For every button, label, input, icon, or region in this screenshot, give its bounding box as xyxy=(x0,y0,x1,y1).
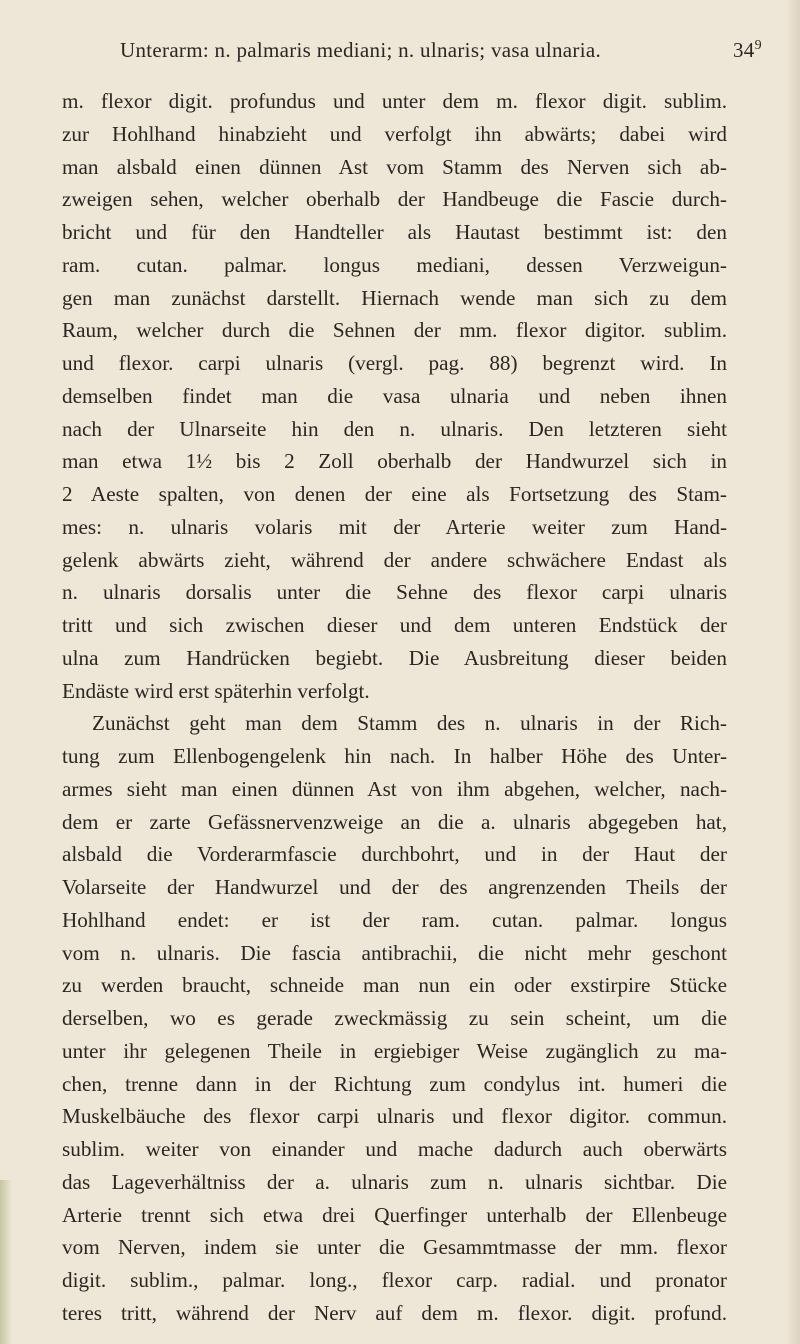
text-line: tritt und sich zwischen dieser und dem unteren Endstück der xyxy=(62,613,727,637)
body-text xyxy=(62,85,727,1330)
text-line: Raum, welcher durch die Sehnen der mm. flexor digitor. sublim. xyxy=(62,318,727,343)
text-line: n. ulnaris dorsalis unter die Sehne des flexor carpi ulnaris xyxy=(62,580,727,605)
text-line: gen man zunächst darstellt. Hiernach wende man sich zu dem xyxy=(62,285,727,310)
text-line: chen, trenne dann in der Richtung zum condylus int. humeri die xyxy=(62,1071,727,1096)
text-line: alsbald die Vorderarmfascie durchbohrt, und in der Haut der xyxy=(62,842,727,867)
text-line: teres tritt, während der Nerv auf dem m. flexor. digit. profund. xyxy=(62,1300,727,1325)
text-line: nach der Ulnarseite hin den n. ulnaris. Den letzteren sieht xyxy=(62,416,727,441)
text-line: demselben findet man die vasa ulnaria und neben ihnen xyxy=(62,383,727,408)
text-line: Volarseite der Handwurzel und der des angrenzenden Theils der xyxy=(62,875,727,899)
text-line: 2 Aeste spalten, von denen der eine als Fortsetzung des Stam- xyxy=(62,482,727,506)
text-line: man etwa 1½ bis 2 Zoll oberhalb der Handwurzel sich in xyxy=(62,449,727,474)
text-line: derselben, wo es gerade zweckmässig zu sein scheint, um die xyxy=(62,1006,727,1030)
text-line: tung zum Ellenbogengelenk hin nach. In halber Höhe des Unter- xyxy=(62,744,727,768)
text-line: vom n. ulnaris. Die fascia antibrachii, die nicht mehr geschont xyxy=(62,940,727,965)
text-line: gelenk abwärts zieht, während der andere schwächere Endast als xyxy=(62,547,727,572)
page-number xyxy=(733,38,762,63)
running-title: Unterarm: n. palmaris mediani; n. ulnaris; vasa ulnaria. xyxy=(120,38,601,62)
text-line: digit. sublim., palmar. long., flexor carp. radial. und pronator xyxy=(62,1268,727,1292)
text-line: Endäste wird erst späterhin verfolgt. xyxy=(62,678,370,703)
text-line: bricht und für den Handteller als Hautast bestimmt ist: den xyxy=(62,220,727,244)
text-line: Zunächst geht man dem Stamm des n. ulnaris in der Rich- xyxy=(92,711,727,736)
text-line: unter ihr gelegenen Theile in ergiebiger Weise zugänglich zu ma- xyxy=(62,1038,727,1063)
text-line: Hohlhand endet: er ist der ram. cutan. palmar. longus xyxy=(62,907,727,932)
text-line: zur Hohlhand hinabzieht und verfolgt ihn abwärts; dabei wird xyxy=(62,121,727,146)
text-line: sublim. weiter von einander und mache dadurch auch oberwärts xyxy=(62,1137,727,1161)
text-line: Arterie trennt sich etwa drei Querfinger unterhalb der Ellenbeuge xyxy=(62,1202,727,1227)
page-number-main: 34 xyxy=(733,38,755,62)
text-line: das Lageverhältniss der a. ulnaris zum n. ulnaris sichtbar. Die xyxy=(62,1169,727,1194)
text-line: mes: n. ulnaris volaris mit der Arterie weiter zum Hand- xyxy=(62,514,727,539)
page-number-sup: 9 xyxy=(754,38,762,53)
page-edge-tint xyxy=(0,1180,12,1344)
page-edge-shadow xyxy=(786,0,800,1344)
text-line: m. flexor digit. profundus und unter dem m. flexor digit. sublim. xyxy=(62,89,727,113)
text-line: ulna zum Handrücken begiebt. Die Ausbreitung dieser beiden xyxy=(62,645,727,670)
running-header xyxy=(0,38,800,68)
text-line: zweigen sehen, welcher oberhalb der Handbeuge die Fascie durch- xyxy=(62,187,727,212)
text-line: armes sieht man einen dünnen Ast von ihm abgehen, welcher, nach- xyxy=(62,776,727,801)
text-line: Muskelbäuche des flexor carpi ulnaris und flexor digitor. commun. xyxy=(62,1104,727,1129)
text-line: ram. cutan. palmar. longus mediani, dessen Verzweigun- xyxy=(62,252,727,277)
text-line: man alsbald einen dünnen Ast vom Stamm des Nerven sich ab- xyxy=(62,154,727,179)
text-line: vom Nerven, indem sie unter die Gesammtmasse der mm. flexor xyxy=(62,1235,727,1260)
text-line: dem er zarte Gefässnervenzweige an die a. ulnaris abgegeben hat, xyxy=(62,809,727,834)
text-line: und flexor. carpi ulnaris (vergl. pag. 88) begrenzt wird. In xyxy=(62,351,727,375)
text-line: zu werden braucht, schneide man nun ein oder exstirpire Stücke xyxy=(62,973,727,998)
